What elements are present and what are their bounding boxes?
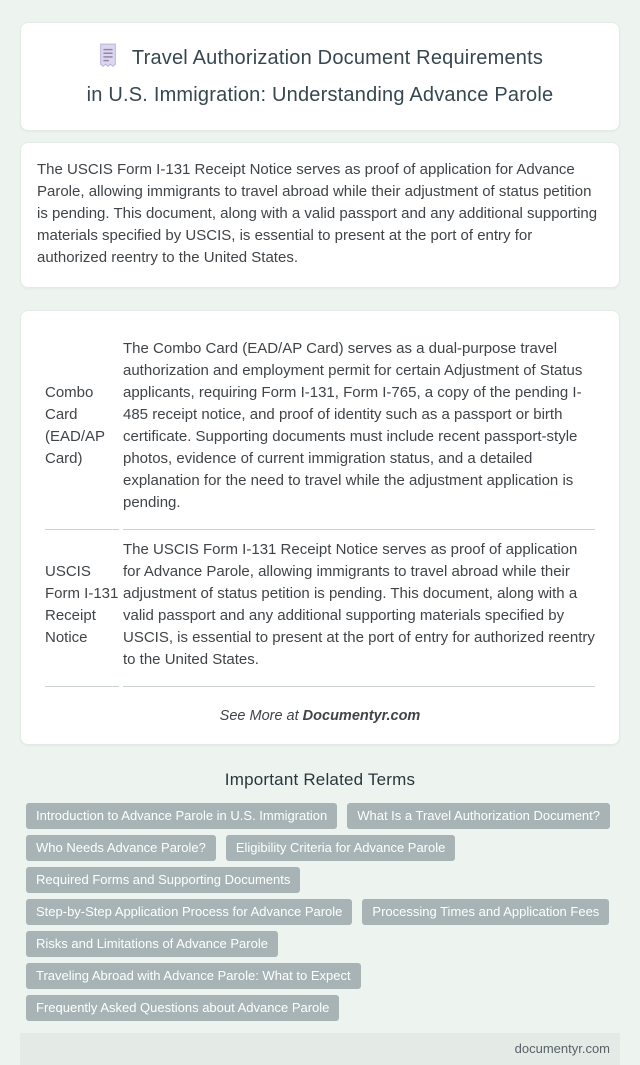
term-cell: USCIS Form I-131 Receipt Notice — [45, 530, 119, 687]
term-cell: Combo Card (EAD/AP Card) — [45, 329, 119, 530]
see-more-site-link[interactable]: Documentyr.com — [302, 708, 421, 724]
tag-processing-times-fees[interactable]: Processing Times and Application Fees — [362, 899, 609, 925]
description-cell: The Combo Card (EAD/AP Card) serves as a dual-purpose travel authorization and employment permit for certain Adjustment of Status applicants, requiring Form I-131, Form I-765, a copy of the pending I-485 receipt notice, and proof of identity such as a passport or birth certificate. Supporting documents must include recent passport-style photos, evidence of current immigration status, and a detailed explanation for the need to travel while the adjustment application is pending. — [123, 329, 595, 530]
see-more-prefix: See More at — [219, 708, 303, 724]
title-line2: in U.S. Immigration: Understanding Advance Parole — [86, 84, 554, 106]
glossary-card — [20, 310, 620, 745]
related-terms-heading: Important Related Terms — [224, 770, 416, 789]
see-more-line — [41, 708, 599, 724]
tag-who-needs-advance-parole[interactable]: Who Needs Advance Parole? — [26, 835, 216, 861]
description-cell: The USCIS Form I-131 Receipt Notice serves as proof of application for Advance Parole, allowing immigrants to travel abroad while their adjustment of status petition is pending. This document, along with a valid passport and any additional supporting materials specified by USCIS, is essential to present at the port of entry for authorized reentry to the United States. — [123, 530, 595, 687]
receipt-icon — [97, 43, 119, 79]
glossary-table — [41, 329, 599, 687]
intro-paragraph: The USCIS Form I-131 Receipt Notice serves as proof of application for Advance Parole, allowing immigrants to travel abroad while their adjustment of status petition is pending. This document, along with a valid passport and any additional supporting materials specified by USCIS, is essential to present at the port of entry for authorized reentry to the United States. — [37, 161, 598, 266]
title-card — [20, 22, 620, 131]
tag-eligibility-criteria[interactable]: Eligibility Criteria for Advance Parole — [226, 835, 456, 861]
tag-frequently-asked-questions[interactable]: Frequently Asked Questions about Advance Parole — [26, 995, 339, 1021]
footer-bar — [20, 1033, 620, 1065]
table-row — [45, 329, 595, 530]
tag-traveling-abroad[interactable]: Traveling Abroad with Advance Parole: What to Expect — [26, 963, 361, 989]
title-line1: Travel Authorization Document Requirements — [131, 47, 544, 69]
tag-step-by-step-process[interactable]: Step-by-Step Application Process for Advance Parole — [26, 899, 352, 925]
intro-card — [20, 142, 620, 288]
page-title — [45, 42, 595, 111]
tag-introduction-advance-parole[interactable]: Introduction to Advance Parole in U.S. Immigration — [26, 803, 337, 829]
related-terms-tags — [20, 803, 620, 1021]
footer-site-link[interactable]: documentyr.com — [514, 1041, 610, 1056]
table-row — [45, 530, 595, 687]
tag-risks-limitations[interactable]: Risks and Limitations of Advance Parole — [26, 931, 278, 957]
tag-required-forms[interactable]: Required Forms and Supporting Documents — [26, 867, 300, 893]
tag-what-is-travel-authorization-document[interactable]: What Is a Travel Authorization Document? — [347, 803, 610, 829]
